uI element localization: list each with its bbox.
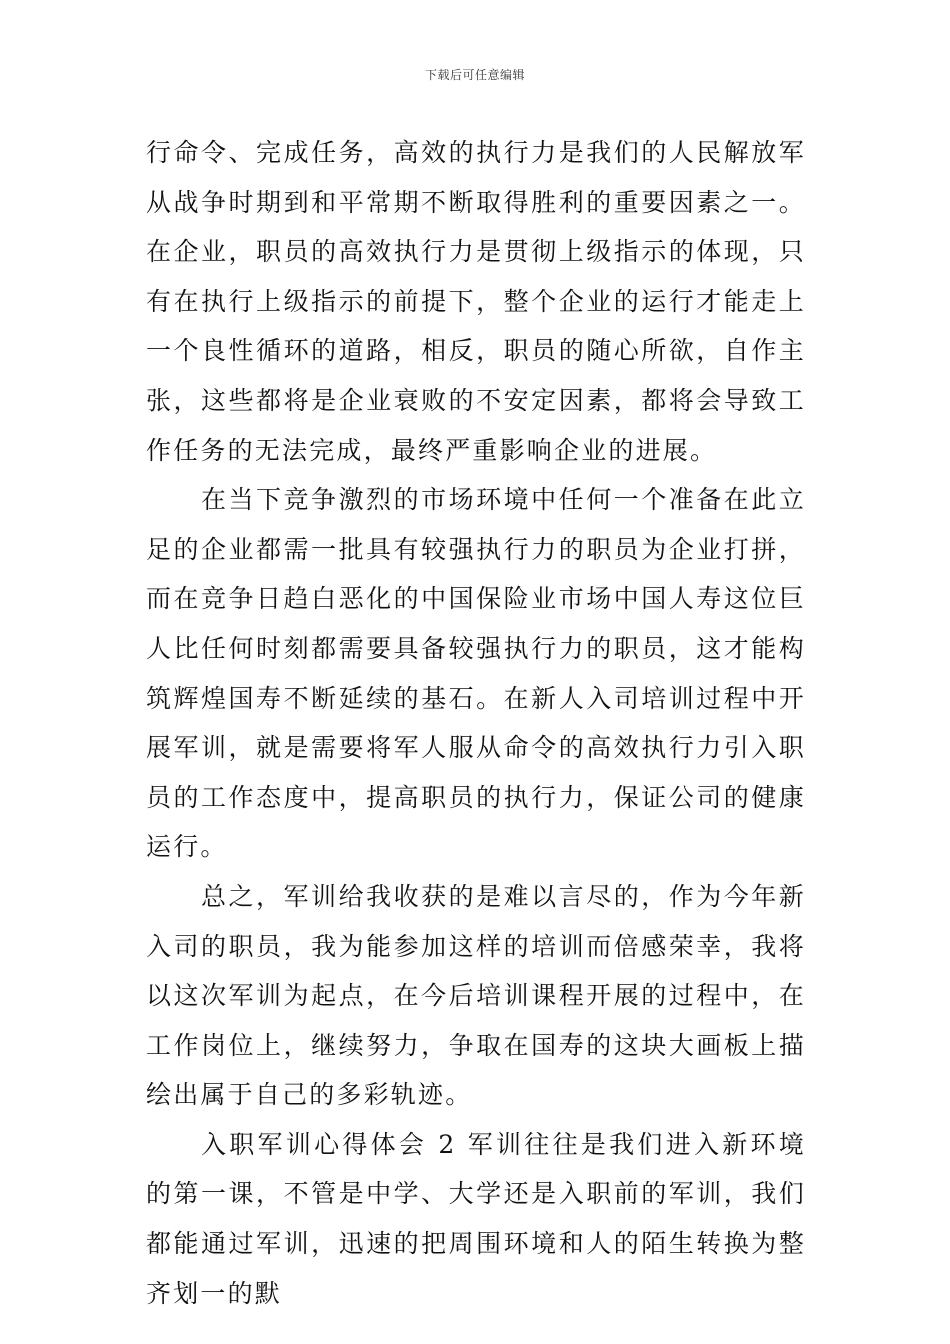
paragraph-2: 在当下竞争激烈的市场环境中任何一个准备在此立足的企业都需一批具有较强执行力的职员为企业打拼，而在竞争日趋白恶化的中国保险业市场中国人寿这位巨人比任何时刻都需要具备较强执行力的职员，这才能构筑辉煌国寿不断延续的基石。在新人入司培训过程中开展军训，就是需要将军人服从命令的高效执行力引入职员的工作态度中，提高职员的执行力，保证公司的健康运行。 [146,485,806,862]
paragraph-3: 总之，军训给我收获的是难以言尽的，作为今年新入司的职员，我为能参加这样的培训而倍感荣幸，我将以这次军训为起点，在今后培训课程开展的过程中，在工作岗位上，继续努力，争取在国寿的这块大画板上描绘出属于自己的多彩轨迹。 [146,881,806,1110]
page-header: 下载后可任意编辑 [424,68,525,82]
document-body [146,128,806,1318]
paragraph-4: 入职军训心得体会 2 军训往往是我们进入新环境的第一课，不管是中学、大学还是入职前的军训，我们都能通过军训，迅速的把周围环境和人的陌生转换为整齐划一的默 [146,1129,806,1308]
paragraph-1: 行命令、完成任务，高效的执行力是我们的人民解放军从战争时期到和平常期不断取得胜利的重要因素之一。在企业，职员的高效执行力是贯彻上级指示的体现，只有在执行上级指示的前提下，整个企业的运行才能走上一个良性循环的道路，相反，职员的随心所欲，自作主张，这些都将是企业衰败的不安定因素，都将会导致工作任务的无法完成，最终严重影响企业的进展。 [146,138,806,465]
